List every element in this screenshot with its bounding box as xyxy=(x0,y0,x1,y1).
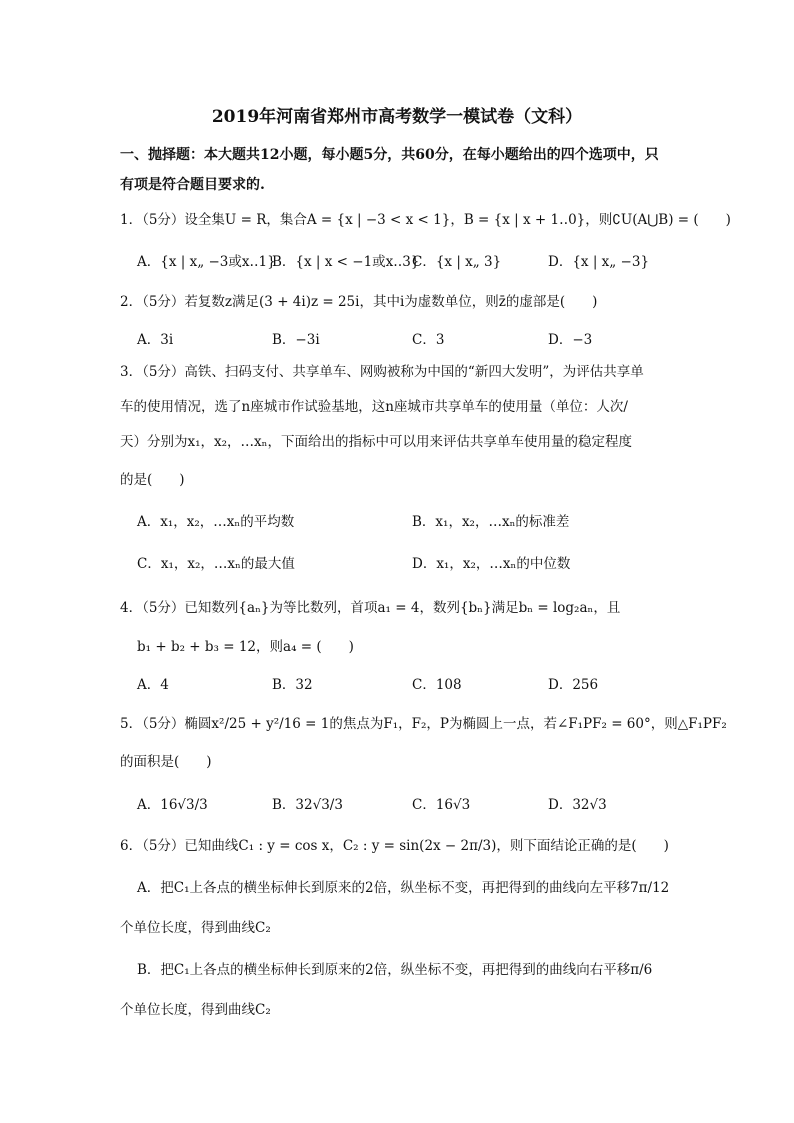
question-1-stem: 1．（5分）设全集U = R，集合A = {x | −3 < x < 1}，B = {x | x + 1‥0}，则∁U(A⋃B) = ( ) xyxy=(120,212,731,228)
question-3-stem-line4: 的是( ) xyxy=(120,472,185,488)
question-6-option-a-line1: A．把C₁上各点的横坐标伸长到原来的2倍，纵坐标不变，再把得到的曲线向左平移7π/12 xyxy=(137,880,670,896)
question-1-option-a: A．{x | x„ −3或x‥1} xyxy=(137,254,276,270)
question-2-stem: 2．（5分）若复数z满足(3 + 4i)z = 25i，其中i为虚数单位，则z̄的虚部是( ) xyxy=(120,294,598,310)
question-5-option-c: C．16√3 xyxy=(412,797,471,813)
question-6-option-b-line1: B．把C₁上各点的横坐标伸长到原来的2倍，纵坐标不变，再把得到的曲线向右平移π/6 xyxy=(137,962,653,978)
question-3-stem-line3: 天）分别为x₁，x₂，…xₙ，下面给出的指标中可以用来评估共享单车使用量的稳定程度 xyxy=(120,434,633,450)
question-1-option-c: C．{x | x„ 3} xyxy=(412,254,502,270)
question-2-option-c: C．3 xyxy=(412,332,445,348)
question-5-option-d: D．32√3 xyxy=(548,797,607,813)
section-heading-line2: 有项是符合题目要求的. xyxy=(120,177,265,193)
question-4-option-b: B．32 xyxy=(272,677,313,693)
page-title: 2019年河南省郑州市高考数学一模试卷（文科） xyxy=(211,107,583,127)
question-2-option-d: D．−3 xyxy=(548,332,593,348)
question-3-option-d: D．x₁，x₂，…xₙ的中位数 xyxy=(412,556,571,572)
question-5-stem-line2: 的面积是( ) xyxy=(120,754,212,770)
question-5-option-a: A．16√3/3 xyxy=(137,797,208,813)
question-2-option-a: A．3i xyxy=(137,332,174,348)
question-4-option-a: A．4 xyxy=(137,677,169,693)
section-heading-line1: 一、抛择题：本大题共12小题，每小题5分，共60分，在每小题给出的四个选项中，只 xyxy=(120,147,659,163)
question-6-stem: 6．（5分）已知曲线C₁ : y = cos x，C₂ : y = sin(2x − 2π/3)，则下面结论正确的是( ) xyxy=(120,838,669,854)
question-4-stem-line1: 4．（5分）已知数列{aₙ}为等比数列，首项a₁ = 4，数列{bₙ}满足bₙ = log₂aₙ，且 xyxy=(120,600,621,616)
question-3-option-a: A．x₁，x₂，…xₙ的平均数 xyxy=(137,514,295,530)
question-1-option-d: D．{x | x„ −3} xyxy=(548,254,650,270)
question-6-option-b-line2: 个单位长度，得到曲线C₂ xyxy=(120,1002,271,1018)
question-4-stem-line2: b₁ + b₂ + b₃ = 12，则a₄ = ( ) xyxy=(137,639,354,655)
question-6-option-a-line2: 个单位长度，得到曲线C₂ xyxy=(120,920,271,936)
question-5-option-b: B．32√3/3 xyxy=(272,797,343,813)
question-3-stem-line1: 3．（5分）高铁、扫码支付、共享单车、网购被称为中国的“新四大发明”，为评估共享单 xyxy=(120,364,644,380)
question-3-option-c: C．x₁，x₂，…xₙ的最大值 xyxy=(137,556,295,572)
question-4-option-c: C．108 xyxy=(412,677,462,693)
question-3-option-b: B．x₁，x₂，…xₙ的标准差 xyxy=(412,514,570,530)
question-1-option-b: B．{x | x < −1或x‥3} xyxy=(272,254,420,270)
question-2-option-b: B．−3i xyxy=(272,332,320,348)
question-4-option-d: D．256 xyxy=(548,677,599,693)
question-5-stem-line1: 5．（5分）椭圆x²/25 + y²/16 = 1的焦点为F₁，F₂，P为椭圆上一点，若∠F₁PF₂ = 60°，则△F₁PF₂ xyxy=(120,716,727,732)
question-3-stem-line2: 车的使用情况，选了n座城市作试验基地，这n座城市共享单车的使用量（单位：人次/ xyxy=(120,399,628,415)
